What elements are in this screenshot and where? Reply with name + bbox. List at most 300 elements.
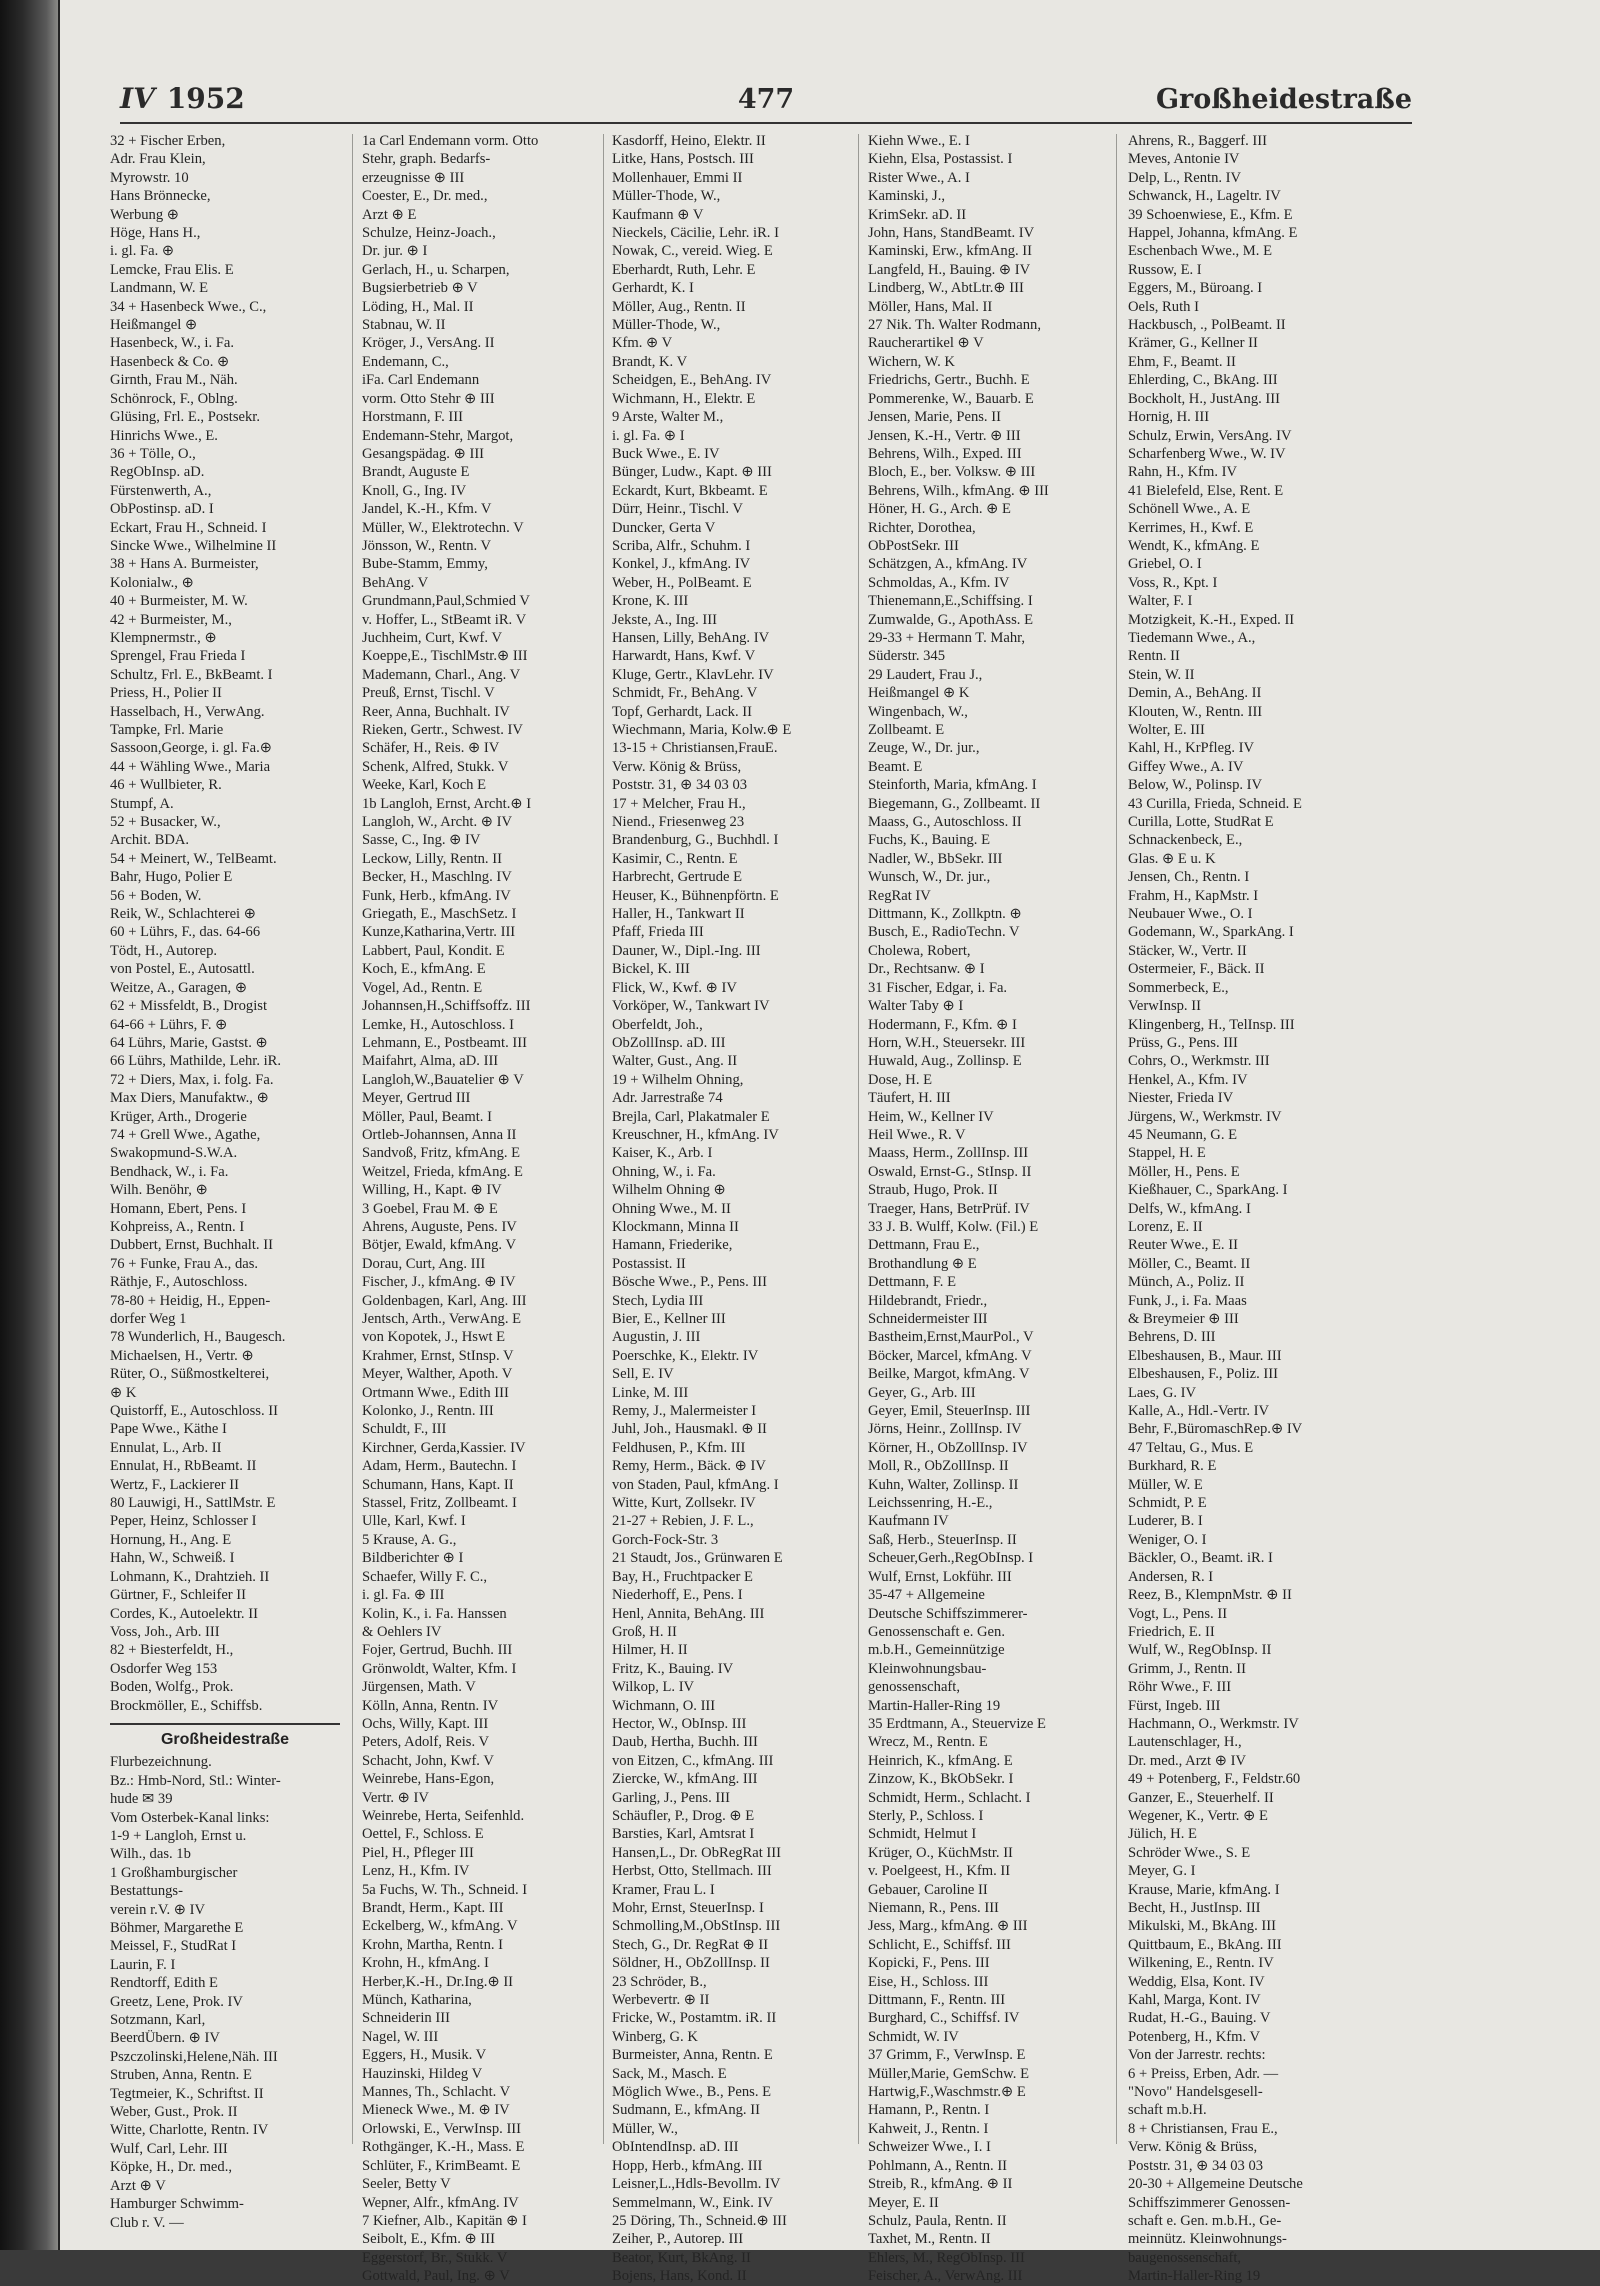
- directory-entry: Sprengel, Frau Frieda I: [110, 648, 246, 665]
- directory-entry: Fojer, Gertrud, Buchh. III: [362, 1642, 513, 1659]
- directory-entry: dorfer Weg 1: [110, 1311, 187, 1327]
- directory-entry: i. gl. Fa. ⊕ I: [612, 427, 685, 444]
- directory-entry: 52 + Busacker, W.,: [110, 814, 221, 831]
- directory-entry: 7 Kiefner, Alb., Kapitän ⊕ I: [362, 2212, 527, 2229]
- directory-entry: Kaminski, Erw., kfmAng. II: [868, 243, 1033, 260]
- directory-entry: Jandel, K.-H., Kfm. V: [362, 501, 492, 518]
- directory-entry: Bugsierbetrieb ⊕ V: [362, 280, 478, 297]
- directory-entry: 64-66 + Lührs, F. ⊕: [110, 1016, 228, 1033]
- directory-entry: Dittmann, F., Rentn. III: [868, 1992, 1006, 2009]
- directory-entry: Wepner, Alfr., kfmAng. IV: [362, 2194, 519, 2211]
- directory-entry: Myrowstr. 10: [110, 169, 189, 186]
- directory-entry: Ehlerding, C., BkAng. III: [1128, 372, 1278, 389]
- directory-entry: Weinrebe, Herta, Seifenhld.: [362, 1807, 525, 1824]
- directory-entry: Bojens, Hans, Kond. II: [612, 2268, 747, 2285]
- directory-entry: Richter, Dorothea,: [868, 519, 976, 536]
- directory-entry: Ortmann Wwe., Edith III: [362, 1384, 509, 1401]
- directory-entry: 1-9 + Langloh, Ernst u.: [110, 1827, 247, 1844]
- directory-entry: Möller, C., Beamt. II: [1128, 1255, 1251, 1272]
- directory-entry: Dr. med., Arzt ⊕ IV: [1128, 1752, 1247, 1769]
- column-3-entries: [612, 132, 842, 2286]
- directory-entry: Harwardt, Hans, Kwf. V: [612, 648, 756, 665]
- directory-entry: 13-15 + Christiansen,FrauE.: [612, 740, 778, 757]
- directory-entry: RegObInsp. aD.: [110, 464, 205, 481]
- directory-entry: Schacht, John, Kwf. V: [362, 1752, 494, 1769]
- directory-entry: Rahn, H., Kfm. IV: [1128, 464, 1238, 481]
- directory-entry: Gebauer, Caroline II: [868, 1881, 988, 1898]
- directory-entry: Pohlmann, A., Rentn. II: [868, 2157, 1008, 2174]
- directory-entry: Ganzer, E., Steuerhelf. II: [1128, 1789, 1274, 1806]
- directory-entry: Geyer, G., Arb. III: [868, 1384, 976, 1401]
- directory-entry: Schlicht, E., Schiffsf. III: [868, 1936, 1011, 1953]
- directory-entry: Oberfeldt, Joh.,: [612, 1016, 703, 1033]
- directory-entry: Wilhelm Ohning ⊕: [612, 1182, 726, 1199]
- directory-entry: Quistorff, E., Autoschloss. II: [110, 1403, 278, 1420]
- directory-entry: Peper, Heinz, Schlosser I: [110, 1513, 257, 1530]
- directory-entry: Pape Wwe., Käthe I: [110, 1421, 227, 1438]
- directory-entry: Busch, E., RadioTechn. V: [868, 924, 1020, 941]
- directory-entry: Dr. jur. ⊕ I: [362, 243, 428, 260]
- directory-entry: Krahmer, Ernst, StInsp. V: [362, 1347, 514, 1364]
- directory-entry: Ziercke, W., kfmAng. III: [612, 1771, 758, 1788]
- directory-entry: Stech, Lydia III: [612, 1292, 704, 1309]
- directory-entry: Augustin, J. III: [612, 1329, 701, 1346]
- directory-entry: Bloch, E., ber. Volksw. ⊕ III: [868, 464, 1036, 481]
- directory-entry: Steinforth, Maria, kfmAng. I: [868, 777, 1037, 794]
- directory-entry: Streib, R., kfmAng. ⊕ II: [868, 2176, 1013, 2193]
- directory-entry: Knoll, G., Ing. IV: [362, 482, 467, 499]
- directory-entry: Ahrens, Auguste, Pens. IV: [362, 1218, 517, 1235]
- directory-entry: Brandt, Auguste E: [362, 464, 470, 481]
- directory-entry: Heil Wwe., R. V: [868, 1126, 966, 1143]
- directory-entry: Schröder Wwe., S. E: [1128, 1844, 1251, 1861]
- directory-entry: Krüger, Arth., Drogerie: [110, 1108, 247, 1125]
- directory-entry: Krause, Marie, kfmAng. I: [1128, 1881, 1280, 1898]
- directory-entry: Sell, E. IV: [612, 1366, 674, 1383]
- directory-entry: Cholewa, Robert,: [868, 942, 971, 959]
- directory-entry: Friedrichs, Gertr., Buchh. E: [868, 372, 1030, 389]
- directory-entry: Adr. Frau Klein,: [110, 151, 206, 168]
- directory-entry: Schätzgen, A., kfmAng. IV: [868, 556, 1028, 573]
- directory-entry: Jekste, A., Ing. III: [612, 611, 717, 628]
- directory-entry: Wulf, Carl, Lehr. III: [110, 2140, 228, 2157]
- directory-entry: Hachmann, O., Werkmstr. IV: [1128, 1715, 1299, 1732]
- directory-entry: Ostermeier, F., Bäck. II: [1128, 961, 1265, 978]
- directory-entry: Straub, Hugo, Prok. II: [868, 1182, 998, 1199]
- directory-entry: Glas. ⊕ E u. K: [1128, 850, 1216, 867]
- directory-entry: Sack, M., Masch. E: [612, 2065, 727, 2082]
- directory-entry: Reuter Wwe., E. II: [1128, 1237, 1238, 1254]
- directory-entry: Schmidt, Helmut I: [868, 1826, 977, 1843]
- directory-entry: 62 + Missfeldt, B., Drogist: [110, 998, 268, 1015]
- directory-entry: Nagel, W. III: [362, 2028, 439, 2045]
- directory-entry: Hartwig,F.,Waschmstr.⊕ E: [868, 2084, 1026, 2101]
- directory-entry: Tampke, Frl. Marie: [110, 722, 224, 738]
- directory-entry: Heim, W., Kellner IV: [868, 1108, 994, 1125]
- directory-entry: Winberg, G. K: [612, 2028, 698, 2045]
- directory-entry: 66 Lührs, Mathilde, Lehr. iR.: [110, 1053, 282, 1070]
- directory-entry: Sudmann, E., kfmAng. II: [612, 2102, 760, 2119]
- directory-entry: Schmidt, Fr., BehAng. V: [612, 685, 758, 702]
- directory-entry: Heißmangel ⊕ K: [868, 685, 970, 702]
- directory-entry: Frahm, H., KapMstr. I: [1128, 887, 1259, 904]
- directory-entry: Kerrimes, H., Kwf. E: [1128, 519, 1254, 536]
- directory-entry: Luderer, B. I: [1128, 1513, 1203, 1530]
- directory-entry: Hamburger Schwimm-: [110, 2196, 244, 2213]
- directory-entry: Godemann, W., SparkAng. I: [1128, 924, 1294, 941]
- directory-entry: 25 Döring, Th., Schneid.⊕ III: [612, 2212, 787, 2229]
- directory-entry: Weber, Gust., Prok. II: [110, 2104, 238, 2121]
- directory-entry: Grönwoldt, Walter, Kfm. I: [362, 1660, 517, 1677]
- directory-entry: Hauzinski, Hildeg V: [362, 2065, 483, 2082]
- directory-entry: Oswald, Ernst-G., StInsp. II: [868, 1163, 1032, 1180]
- directory-entry: Gottwald, Paul, Ing. ⊕ V: [362, 2268, 510, 2285]
- directory-entry: Hasselbach, H., VerwAng.: [110, 703, 265, 720]
- directory-entry: Kaufmann ⊕ V: [612, 206, 704, 223]
- directory-entry: Lautenschlager, H.,: [1128, 1734, 1242, 1751]
- directory-entry: Mikulski, M., BkAng. III: [1128, 1918, 1276, 1935]
- directory-entry: 9 Arste, Walter M.,: [612, 409, 724, 426]
- directory-entry: "Novo" Handelsgesell-: [1128, 2084, 1263, 2101]
- directory-entry: Weeke, Karl, Koch E: [362, 777, 487, 794]
- directory-entry: Ennulat, L., Arb. II: [110, 1439, 222, 1456]
- directory-entry: 1a Carl Endemann vorm. Otto: [362, 133, 539, 149]
- directory-entry: Krohn, H., kfmAng. I: [362, 1955, 489, 1972]
- directory-entry: Fürstenwerth, A.,: [110, 482, 212, 499]
- directory-entry: Schmidt, P. E: [1128, 1495, 1207, 1512]
- directory-entry: Grimm, J., Rentn. II: [1128, 1660, 1246, 1677]
- directory-entry: Reik, W., Schlachterei ⊕: [110, 906, 256, 923]
- directory-entry: Tiedemann Wwe., A.,: [1128, 629, 1256, 646]
- directory-entry: Mannes, Th., Schlacht. V: [362, 2084, 511, 2101]
- directory-entry: Maass, Herm., ZollInsp. III: [868, 1145, 1029, 1162]
- directory-entry: iFa. Carl Endemann: [362, 372, 480, 389]
- directory-entry: Schwanck, H., Lageltr. IV: [1128, 188, 1281, 205]
- directory-entry: von Kopotek, J., Hswt E: [362, 1329, 506, 1346]
- directory-entry: genossenschaft,: [868, 1679, 960, 1696]
- directory-entry: Daub, Hertha, Buchh. III: [612, 1734, 758, 1751]
- directory-entry: Kahl, H., KrPfleg. IV: [1128, 740, 1255, 757]
- directory-entry: Leckow, Lilly, Rentn. II: [362, 850, 502, 867]
- directory-entry: erzeugnisse ⊕ III: [362, 169, 465, 186]
- directory-entry: Fuchs, K., Bauing. E: [868, 832, 991, 849]
- directory-entry: Eschenbach Wwe., M. E: [1128, 243, 1272, 260]
- directory-entry: Saß, Herb., SteuerInsp. II: [868, 1531, 1017, 1548]
- directory-entry: Quittbaum, E., BkAng. III: [1128, 1936, 1282, 1953]
- directory-entry: Friedrich, E. II: [1128, 1623, 1215, 1640]
- directory-entry: ObIntendInsp. aD. III: [612, 2139, 739, 2156]
- directory-entry: Körner, H., ObZollInsp. IV: [868, 1439, 1028, 1456]
- directory-entry: Stappel, H. E: [1128, 1145, 1206, 1162]
- directory-entry: Delfs, W., kfmAng. I: [1128, 1200, 1251, 1217]
- directory-entry: Leichssenring, H.-E.,: [868, 1495, 993, 1512]
- directory-entry: Schumann, Hans, Kapt. II: [362, 1476, 514, 1493]
- directory-entry: Heuser, K., Bühnenpförtn. E: [612, 887, 779, 904]
- directory-entry: Ochs, Willy, Kapt. III: [362, 1715, 489, 1732]
- directory-entry: von Postel, E., Autosattl.: [110, 961, 255, 978]
- directory-entry: 20-30 + Allgemeine Deutsche: [1128, 2176, 1303, 2193]
- directory-entry: Schweizer Wwe., I. I: [868, 2139, 991, 2156]
- directory-entry: 5a Fuchs, W. Th., Schneid. I: [362, 1881, 528, 1898]
- directory-entry: 35-47 + Allgemeine: [868, 1587, 985, 1604]
- directory-entry: Garling, J., Pens. III: [612, 1789, 730, 1806]
- directory-entry: Schiffszimmerer Genossen-: [1128, 2194, 1291, 2211]
- directory-entry: Verw. König & Brüss,: [1128, 2139, 1258, 2156]
- directory-entry: Max Diers, Manufaktw., ⊕: [110, 1090, 269, 1107]
- directory-entry: Swakopmund-S.W.A.: [110, 1145, 238, 1162]
- volume-year: [120, 82, 245, 115]
- directory-entry: Böcker, Marcel, kfmAng. V: [868, 1347, 1032, 1364]
- directory-entry: Rister Wwe., A. I: [868, 169, 970, 186]
- directory-entry: Horstmann, F. III: [362, 409, 463, 426]
- directory-entry: Scheidgen, E., BehAng. IV: [612, 372, 772, 389]
- directory-entry: Müller-Thode, W.,: [612, 317, 721, 334]
- directory-entry: Müller, W. E: [1128, 1476, 1203, 1493]
- directory-entry: Werbung ⊕: [110, 206, 180, 223]
- directory-entry: Feldhusen, P., Kfm. III: [612, 1439, 746, 1456]
- directory-entry: schaft e. Gen. m.b.H., Ge-: [1128, 2212, 1282, 2229]
- directory-entry: ⊕ K: [110, 1384, 137, 1401]
- directory-entry: Bünger, Ludw., Kapt. ⊕ III: [612, 464, 772, 481]
- directory-entry: Kfm. ⊕ V: [612, 335, 673, 352]
- directory-entry: 37 Grimm, F., VerwInsp. E: [868, 2047, 1026, 2064]
- directory-entry: Peters, Adolf, Reis. V: [362, 1734, 490, 1751]
- directory-entry: Langloh,W.,Bauatelier ⊕ V: [362, 1071, 524, 1088]
- directory-entry: Juchheim, Curt, Kwf. V: [362, 629, 502, 646]
- directory-entry: Osdorfer Weg 153: [110, 1660, 218, 1677]
- directory-entry: Scheuer,Gerh.,RegObInsp. I: [868, 1550, 1034, 1567]
- directory-entry: Gerlach, H., u. Scharpen,: [362, 261, 510, 278]
- directory-entry: 1b Langloh, Ernst, Archt.⊕ I: [362, 795, 532, 812]
- directory-entry: 21-27 + Rebien, J. F. L.,: [612, 1513, 754, 1530]
- directory-entry: Elbeshausen, B., Maur. III: [1128, 1347, 1282, 1364]
- page-number: 477: [737, 84, 795, 115]
- directory-entry: ObZollInsp. aD. III: [612, 1034, 726, 1051]
- directory-entry: Vom Osterbek-Kanal links:: [110, 1809, 270, 1826]
- directory-entry: Remy, Herm., Bäck. ⊕ IV: [612, 1458, 766, 1475]
- directory-entry: Bickel, K. III: [612, 961, 690, 978]
- directory-entry: von Eitzen, C., kfmAng. III: [612, 1752, 774, 1769]
- directory-entry: Ahrens, R., Baggerf. III: [1128, 133, 1268, 149]
- directory-entry: 46 + Wullbieter, R.: [110, 777, 222, 794]
- directory-entry: Voss, Joh., Arb. III: [110, 1623, 220, 1640]
- directory-entry: Krohn, Martha, Rentn. I: [362, 1936, 504, 1953]
- directory-entry: Vogel, Ad., Rentn. E: [362, 979, 483, 996]
- directory-entry: Endemann, C.,: [362, 353, 449, 370]
- directory-entry: Willing, H., Kapt. ⊕ IV: [362, 1182, 502, 1199]
- directory-entry: Ennulat, H., RbBeamt. II: [110, 1458, 257, 1475]
- directory-entry: Münch, Katharina,: [362, 1992, 472, 2009]
- directory-entry: Lemke, H., Autoschloss. I: [362, 1016, 515, 1033]
- directory-entry: Schulz, Paula, Rentn. II: [868, 2212, 1007, 2229]
- directory-entry: Club r. V. —: [110, 2214, 184, 2231]
- directory-entry: Meyer, G. I: [1128, 1863, 1196, 1880]
- directory-entry: Scharfenberg Wwe., W. IV: [1128, 445, 1286, 462]
- directory-entry: Witte, Charlotte, Rentn. IV: [110, 2122, 269, 2139]
- directory-entry: vorm. Otto Stehr ⊕ III: [362, 390, 495, 407]
- directory-entry: Wulf, Ernst, Lokführ. III: [868, 1568, 1012, 1585]
- directory-entry: Fricke, W., Postamtm. iR. II: [612, 2010, 777, 2027]
- directory-entry: Brandt, K. V: [612, 353, 688, 370]
- directory-entry: verein r.V. ⊕ IV: [110, 1901, 206, 1918]
- directory-entry: Sotzmann, Karl,: [110, 2012, 206, 2029]
- directory-entry: Weitzel, Frieda, kfmAng. E: [362, 1163, 523, 1180]
- directory-entry: Höge, Hans H.,: [110, 225, 201, 242]
- directory-entry: 80 Lauwigi, H., SattlMstr. E: [110, 1495, 276, 1512]
- directory-entry: Schönrock, F., Oblng.: [110, 390, 238, 407]
- directory-entry: Bube-Stamm, Emmy,: [362, 556, 488, 573]
- directory-entry: Böhmer, Margarethe E: [110, 1920, 244, 1936]
- directory-entry: Tödt, H., Autorep.: [110, 942, 218, 959]
- directory-entry: Kramer, Frau L. I: [612, 1881, 715, 1898]
- directory-entry: Behrens, D. III: [1128, 1329, 1216, 1346]
- directory-entry: Vertr. ⊕ IV: [362, 1789, 429, 1806]
- directory-entry: Koch, E., kfmAng. E: [362, 961, 486, 978]
- directory-entry: Lindberg, W., AbtLtr.⊕ III: [868, 280, 1024, 297]
- directory-entry: Demin, A., BehAng. II: [1128, 685, 1262, 702]
- directory-entry: Schäufler, P., Drog. ⊕ E: [612, 1807, 755, 1824]
- directory-entry: 33 J. B. Wulff, Kolw. (Fil.) E: [868, 1218, 1039, 1235]
- directory-entry: Bendhack, W., i. Fa.: [110, 1163, 229, 1180]
- directory-entry: Jensen, Marie, Pens. II: [868, 409, 1001, 426]
- directory-entry: Priess, H., Polier II: [110, 685, 222, 702]
- directory-entry: Happel, Johanna, kfmAng. E: [1128, 225, 1298, 242]
- directory-entry: 82 + Biesterfeldt, H.,: [110, 1642, 234, 1659]
- directory-entry: Brandenburg, G., Buchhdl. I: [612, 832, 779, 849]
- directory-entry: Bastheim,Ernst,MaurPol., V: [868, 1329, 1034, 1346]
- directory-entry: Klockmann, Minna II: [612, 1218, 739, 1235]
- directory-entry: Dittmann, K., Zollkptn. ⊕: [868, 906, 1022, 923]
- column-2-entries: [362, 132, 592, 2286]
- directory-entry: Kluge, Gertr., KlavLehr. IV: [612, 666, 774, 683]
- directory-entry: Klempnermstr., ⊕: [110, 629, 217, 646]
- directory-entry: Brothandlung ⊕ E: [868, 1255, 977, 1272]
- directory-entry: Wunsch, W., Dr. jur.,: [868, 869, 991, 886]
- directory-entry: Kiehn, Elsa, Postassist. I: [868, 151, 1013, 168]
- directory-entry: Röhr Wwe., F. III: [1128, 1679, 1232, 1696]
- directory-entry: Arzt ⊕ V: [110, 2177, 166, 2194]
- directory-entry: Eggerstorf, Br., Stukk. V: [362, 2249, 508, 2266]
- directory-entry: Kießhauer, C., SparkAng. I: [1128, 1182, 1288, 1199]
- directory-entry: 6 + Preiss, Erben, Adr. —: [1128, 2065, 1279, 2082]
- directory-entry: Walter, Gust., Ang. II: [612, 1053, 738, 1070]
- directory-entry: Hansen, Lilly, BehAng. IV: [612, 629, 770, 646]
- directory-entry: Gürtner, F., Schleifer II: [110, 1587, 247, 1604]
- directory-entry: Wulf, W., RegObInsp. II: [1128, 1642, 1272, 1659]
- column-1-entries: [110, 132, 340, 1715]
- directory-entry: Kolin, K., i. Fa. Hanssen: [362, 1605, 507, 1622]
- directory-entry: schaft m.b.H.: [1128, 2102, 1207, 2119]
- directory-entry: Hasenbeck & Co. ⊕: [110, 353, 230, 370]
- directory-entry: Schlüter, F., KrimBeamt. E: [362, 2157, 521, 2174]
- directory-entry: Feischer, A., VerwAng. III: [868, 2268, 1023, 2285]
- directory-entry: Semmelmann, W., Eink. IV: [612, 2194, 773, 2211]
- directory-entry: Schmidt, Herm., Schlacht. I: [868, 1789, 1031, 1806]
- directory-entry: KrimSekr. aD. II: [868, 206, 967, 223]
- directory-entry: Litke, Hans, Postsch. III: [612, 151, 754, 168]
- directory-entry: Löding, H., Mal. II: [362, 298, 474, 315]
- column-5-entries: [1128, 132, 1362, 2286]
- directory-entry: Hasenbeck, W., i. Fa.: [110, 335, 235, 352]
- directory-entry: Gerhardt, K. I: [612, 280, 694, 297]
- directory-entry: Schuldt, F., III: [362, 1421, 447, 1438]
- directory-entry: i. gl. Fa. ⊕ III: [362, 1587, 445, 1604]
- directory-entry: Söldner, H., ObZollInsp. II: [612, 1955, 770, 1972]
- directory-entry: Schäfer, H., Reis. ⊕ IV: [362, 740, 500, 757]
- directory-entry: Seeler, Betty V: [362, 2176, 451, 2193]
- directory-entry: Von der Jarrestr. rechts:: [1128, 2047, 1266, 2064]
- directory-entry: Niemann, R., Pens. III: [868, 1900, 999, 1916]
- directory-entry: Walter Taby ⊕ I: [868, 998, 964, 1015]
- directory-entry: Homann, Ebert, Pens. I: [110, 1200, 247, 1217]
- directory-entry: 31 Fischer, Edgar, i. Fa.: [868, 979, 1008, 996]
- directory-entry: Stabnau, W. II: [362, 317, 446, 334]
- directory-entry: Dettmann, Frau E.,: [868, 1237, 980, 1254]
- directory-entry: 74 + Grell Wwe., Agathe,: [110, 1126, 261, 1143]
- directory-entry: Biegemann, G., Zollbeamt. II: [868, 795, 1041, 812]
- directory-entry: Behr, F.,BüromaschRep.⊕ IV: [1128, 1421, 1303, 1438]
- directory-entry: Jürgens, W., Werkmstr. IV: [1128, 1108, 1282, 1125]
- directory-entry: Jürgensen, Math. V: [362, 1679, 476, 1696]
- directory-entry: 54 + Meinert, W., TelBeamt.: [110, 850, 277, 867]
- directory-entry: 32 + Fischer Erben,: [110, 133, 226, 149]
- directory-entry: Meyer, Gertrud III: [362, 1090, 471, 1107]
- directory-entry: 44 + Wähling Wwe., Maria: [110, 758, 271, 775]
- directory-entry: Hansen,L., Dr. ObRegRat III: [612, 1844, 782, 1861]
- directory-entry: Rieken, Gertr., Schwest. IV: [362, 722, 523, 738]
- directory-entry: Postassist. II: [612, 1255, 686, 1272]
- directory-entry: Behrens, Wilh., kfmAng. ⊕ III: [868, 482, 1049, 499]
- section-rule: [110, 1723, 340, 1725]
- directory-entry: Wilh. Benöhr, ⊕: [110, 1182, 208, 1199]
- directory-entry: 78-80 + Heidig, H., Eppen-: [110, 1292, 271, 1309]
- directory-entry: Dauner, W., Dipl.-Ing. III: [612, 942, 761, 959]
- directory-entry: Wilh., das. 1b: [110, 1846, 191, 1863]
- directory-entry: 40 + Burmeister, M. W.: [110, 593, 248, 610]
- directory-entry: Wilkening, E., Rentn. IV: [1128, 1955, 1274, 1972]
- directory-entry: 29 Laudert, Frau J.,: [868, 666, 983, 683]
- directory-entry: Motzigkeit, K.-H., Exped. II: [1128, 611, 1295, 628]
- directory-entry: Kleinwohnungsbau-: [868, 1660, 987, 1677]
- directory-entry: Johannsen,H.,Schiffsoffz. III: [362, 998, 531, 1015]
- directory-entry: Arzt ⊕ E: [362, 206, 417, 223]
- directory-entry: Kolonialw., ⊕: [110, 574, 194, 591]
- volume-label: IV: [120, 82, 155, 115]
- directory-entry: Hahn, W., Schweiß. I: [110, 1550, 235, 1567]
- directory-entry: Mieneck Wwe., M. ⊕ IV: [362, 2102, 510, 2119]
- directory-entry: Möller, Paul, Beamt. I: [362, 1108, 492, 1125]
- directory-entry: Rendtorff, Edith E: [110, 1975, 218, 1992]
- directory-entry: & Oehlers IV: [362, 1623, 442, 1640]
- directory-entry: Dr., Rechtsanw. ⊕ I: [868, 961, 985, 978]
- directory-entry: Struben, Anna, Rentn. E: [110, 2067, 252, 2084]
- directory-entry: Hinrichs Wwe., E.: [110, 427, 218, 444]
- directory-entry: Klouten, W., Rentn. III: [1128, 703, 1263, 720]
- directory-entry: Ortleb-Johannsen, Anna II: [362, 1126, 517, 1143]
- directory-entry: Kohpreiss, A., Rentn. I: [110, 1218, 245, 1235]
- directory-entry: 64 Lührs, Marie, Gastst. ⊕: [110, 1034, 268, 1051]
- directory-entry: Schulze, Heinz-Joach.,: [362, 225, 496, 242]
- directory-entry: VerwInsp. II: [1128, 998, 1201, 1015]
- directory-entry: Hildebrandt, Friedr.,: [868, 1292, 988, 1309]
- directory-entry: Rudat, H.-G., Bauing. V: [1128, 2010, 1271, 2027]
- directory-entry: Gorch-Fock-Str. 3: [612, 1531, 719, 1548]
- directory-entry: Henl, Annita, BehAng. III: [612, 1605, 765, 1622]
- directory-entry: m.b.H., Gemeinnützige: [868, 1642, 1005, 1659]
- directory-entry: Jörns, Heinr., ZollInsp. IV: [868, 1421, 1022, 1438]
- directory-entry: Kiehn Wwe., E. I: [868, 133, 970, 149]
- directory-entry: ObPostinsp. aD. I: [110, 501, 214, 518]
